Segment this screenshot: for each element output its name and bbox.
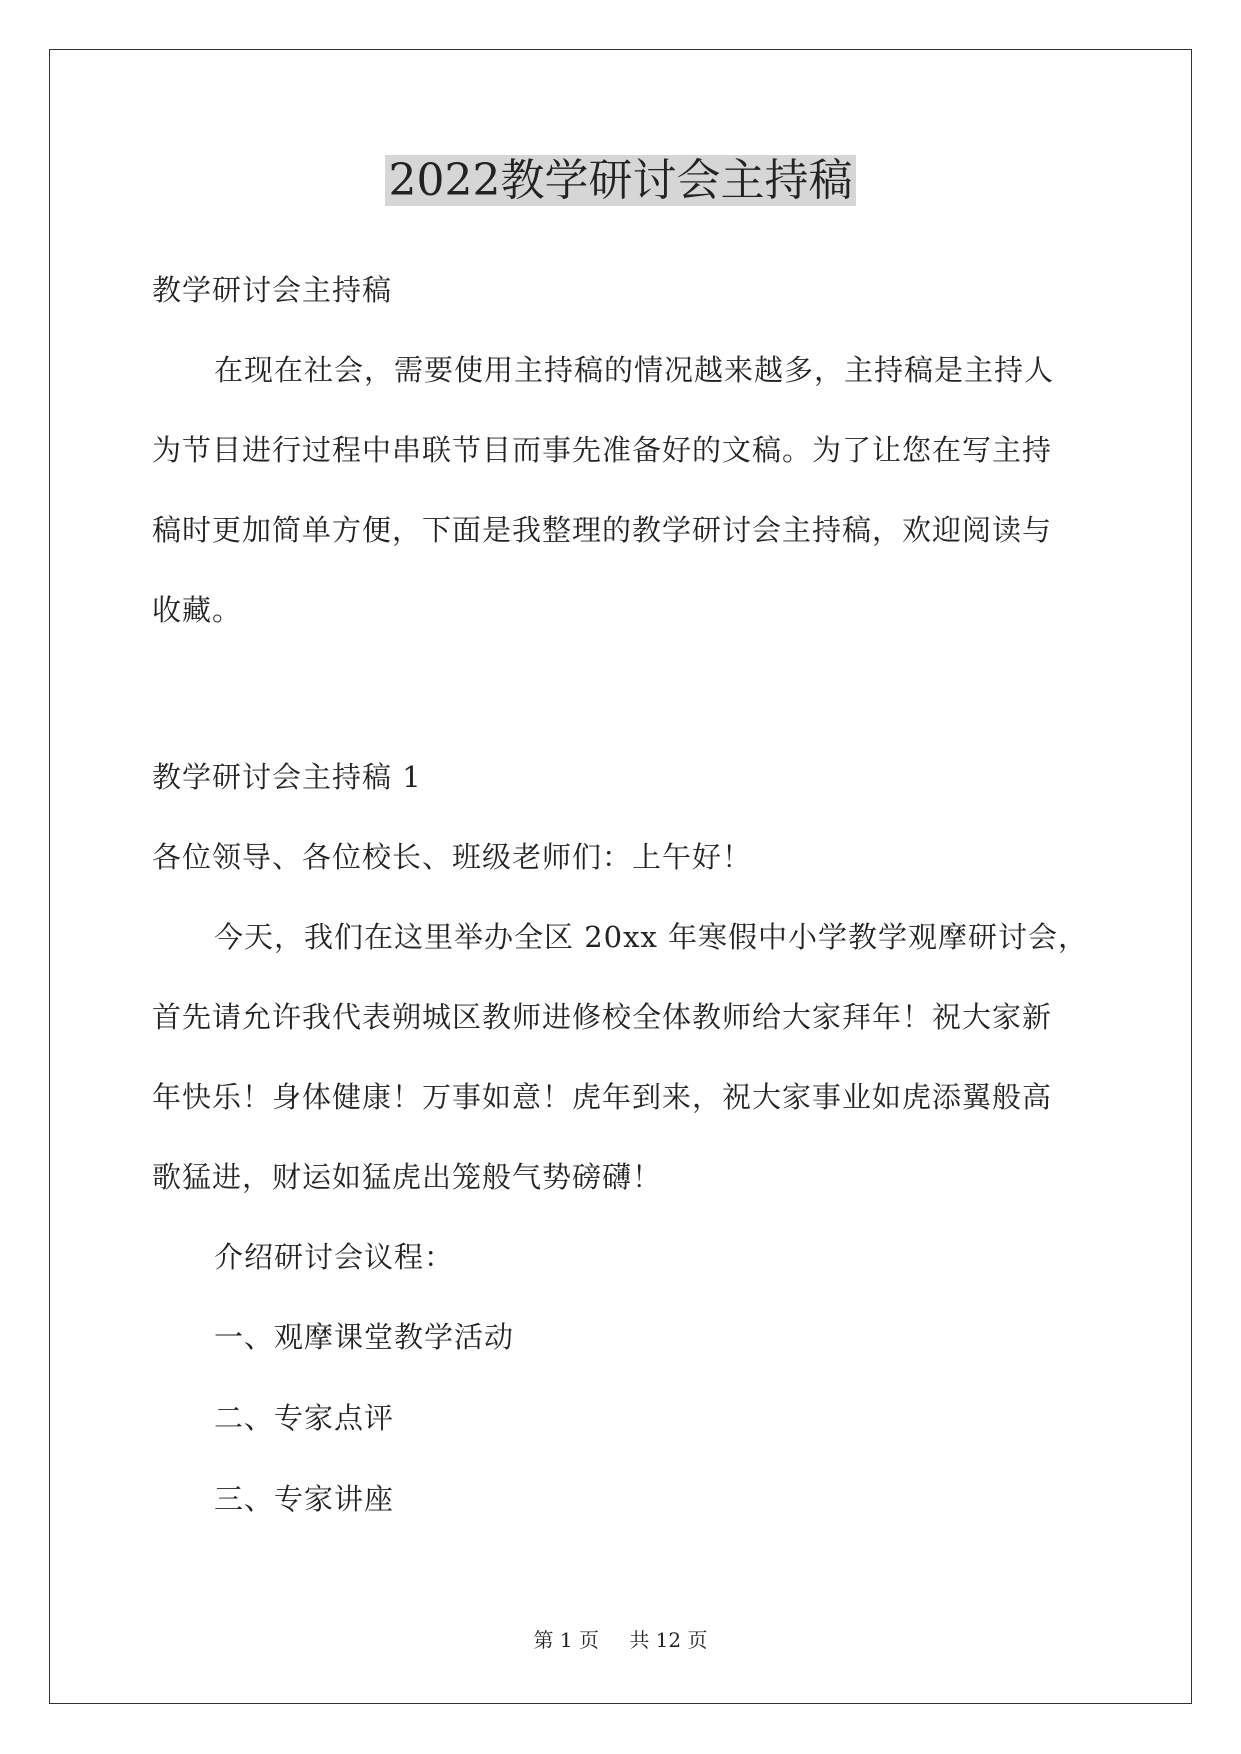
body-line-2: 首先请允许我代表朔城区教师进修校全体教师给大家拜年！祝大家新 <box>152 1000 1053 1034</box>
intro-line-3: 稿时更加简单方便，下面是我整理的教学研讨会主持稿，欢迎阅读与 <box>152 513 1053 547</box>
intro-line-4: 收藏。 <box>152 593 243 627</box>
intro-line-2: 为节目进行过程中串联节目而事先准备好的文稿。为了让您在写主持 <box>152 433 1053 467</box>
greeting-line: 各位领导、各位校长、班级老师们：上午好！ <box>152 840 753 874</box>
intro-line-1: 在现在社会，需要使用主持稿的情况越来越多，主持稿是主持人 <box>214 353 1055 387</box>
agenda-item-3: 三、专家讲座 <box>214 1482 395 1516</box>
body-line-1: 今天，我们在这里举办全区 20xx 年寒假中小学教学观摩研讨会， <box>214 920 1089 954</box>
document-title-text: 2022教学研讨会主持稿 <box>385 155 857 206</box>
page-footer <box>0 1626 1241 1654</box>
page-total: 共 12 页 <box>629 1628 708 1652</box>
agenda-item-2: 二、专家点评 <box>214 1401 395 1435</box>
document-subtitle: 教学研讨会主持稿 <box>152 273 393 307</box>
page-number: 第 1 页 <box>533 1628 599 1652</box>
document-title <box>0 150 1241 212</box>
body-line-3: 年快乐！身体健康！万事如意！虎年到来，祝大家事业如虎添翼般高 <box>152 1080 1053 1114</box>
agenda-intro: 介绍研讨会议程： <box>214 1240 455 1274</box>
section-heading: 教学研讨会主持稿 1 <box>152 760 422 794</box>
agenda-item-1: 一、观摩课堂教学活动 <box>214 1320 515 1354</box>
body-line-4: 歌猛进，财运如猛虎出笼般气势磅礴！ <box>152 1160 663 1194</box>
